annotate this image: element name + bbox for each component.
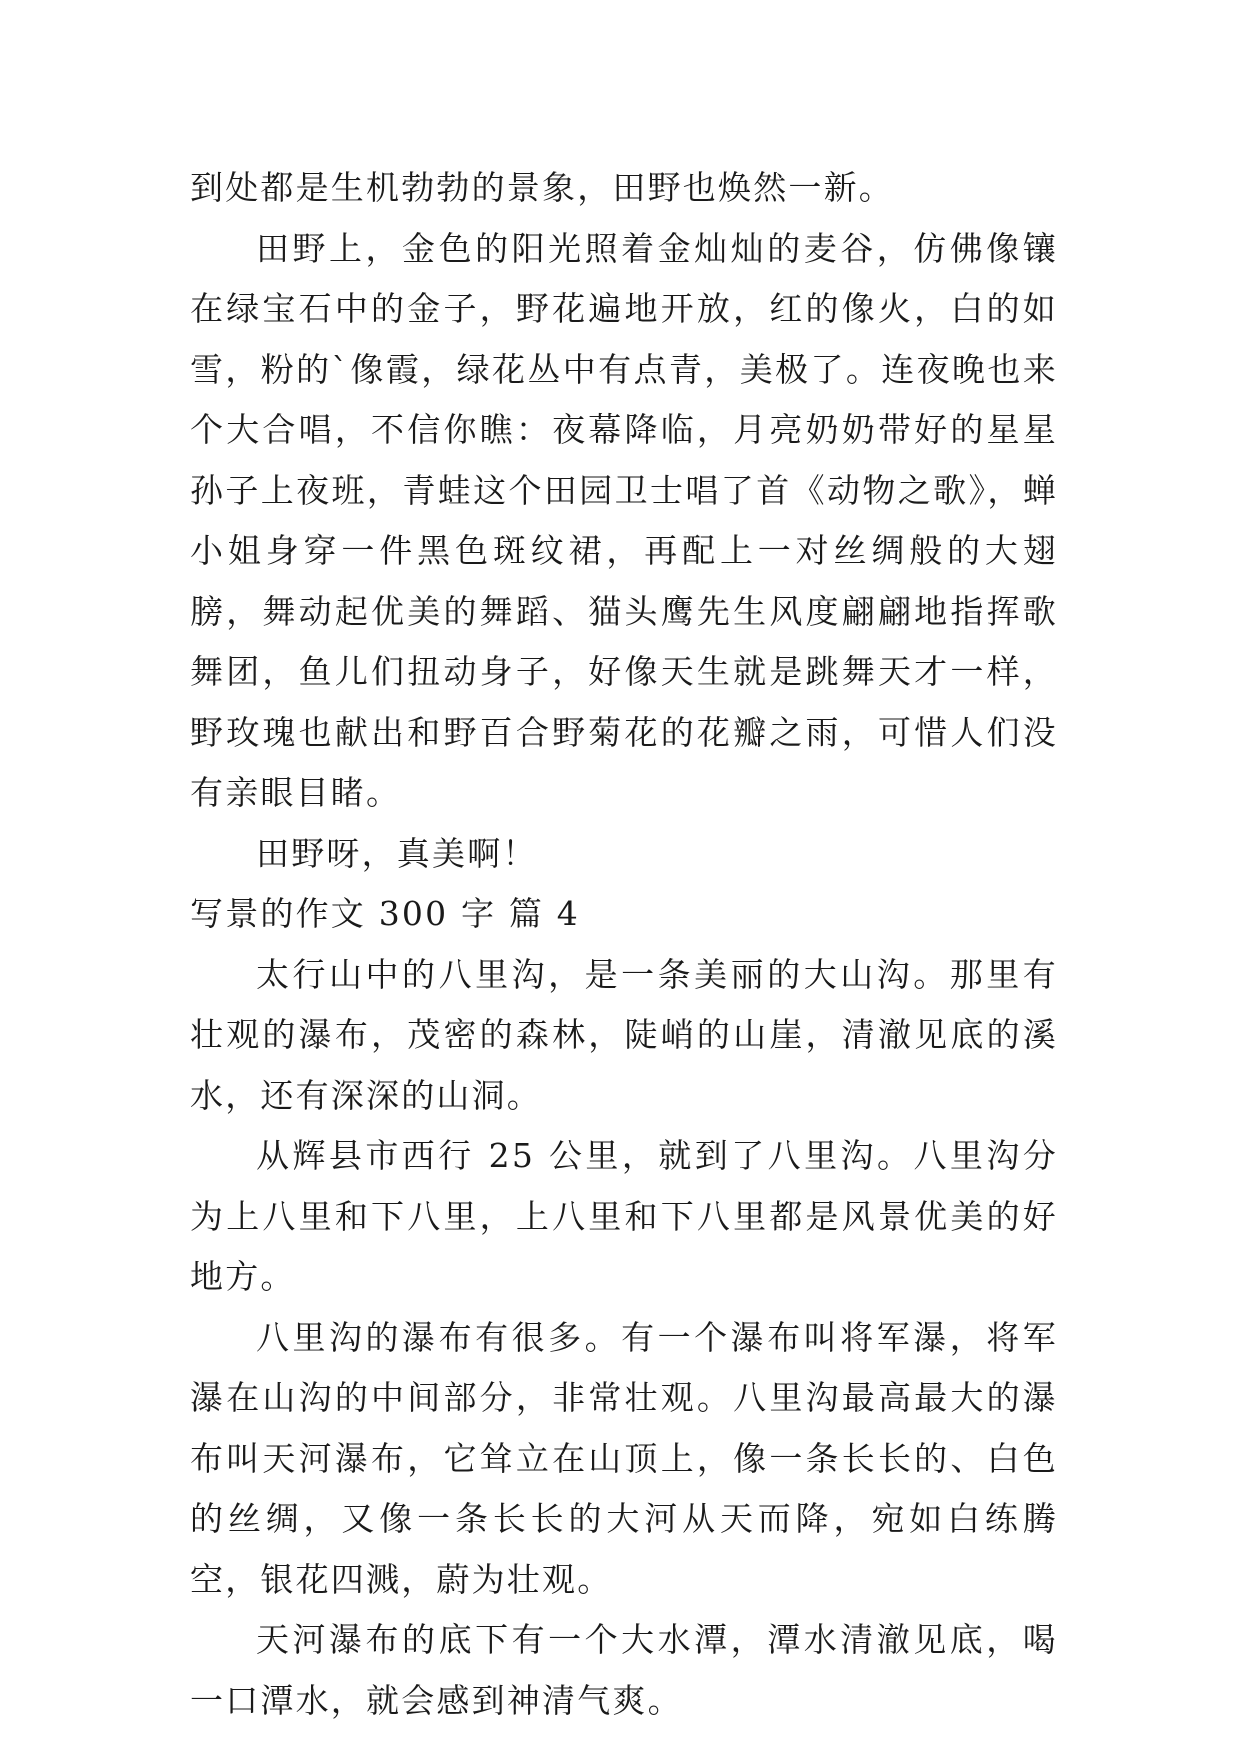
paragraph-pool: 天河瀑布的底下有一个大水潭，潭水清澈见底，喝一口潭水，就会感到神清气爽。 [190,1620,1058,1720]
paragraph-baligou-intro: 太行山中的八里沟，是一条美丽的大山沟。那里有壮观的瀑布，茂密的森林，陡峭的山崖，清澈见底的溪水，还有深深的山洞。 [190,954,1058,1115]
paragraph-waterfalls: 八里沟的瀑布有很多。有一个瀑布叫将军瀑，将军瀑在山沟的中间部分，非常壮观。八里沟最高最大的瀑布叫天河瀑布，它耸立在山顶上，像一条长长的、白色的丝绸，又像一条长长的大河从天而降，宛如白练腾空，银花四溅，蔚为壮观。 [190,1317,1058,1599]
paragraph-continuation: 到处都是生机勃勃的景象，田野也焕然一新。 [190,168,894,207]
paragraph-field-description: 田野上，金色的阳光照着金灿灿的麦谷，仿佛像镶在绿宝石中的金子，野花遍地开放，红的像火，白的如雪，粉的`像霞，绿花丛中有点青，美极了。连夜晚也来个大合唱，不信你瞧：夜幕降临，月亮奶奶带好的星星孙子上夜班，青蛙这个田园卫士唱了首《动物之歌》，蝉小姐身穿一件黑色斑纹裙，再配上一对丝绸般的大翅膀，舞动起优美的舞蹈、猫头鹰先生风度翩翩地指挥歌舞团，鱼儿们扭动身子，好像天生就是跳舞天才一样，野玫瑰也献出和野百合野菊花的花瓣之雨，可惜人们没有亲眼目睹。 [190,228,1058,812]
paragraph-baligou-location: 从辉县市西行 25 公里，就到了八里沟。八里沟分为上八里和下八里，上八里和下八里都是风景优美的好地方。 [190,1136,1058,1296]
paragraph-exclamation: 田野呀，真美啊！ [256,833,538,873]
document-body [190,158,1058,1731]
section-heading: 写景的作文 300 字 篇 4 [190,894,580,933]
